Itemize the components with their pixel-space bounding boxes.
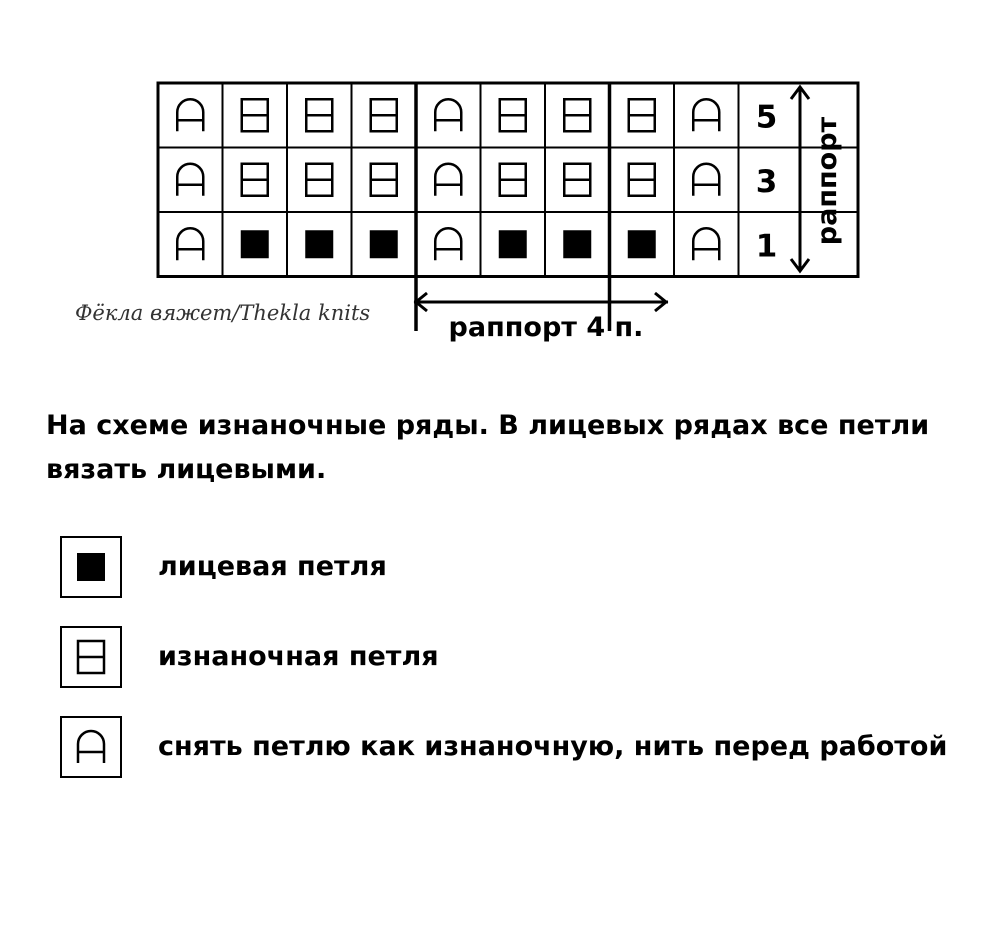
slip-stitch-cell <box>674 148 739 213</box>
repeat-vertical-label: раппорт <box>812 116 843 246</box>
knit-stitch-cell <box>223 212 288 277</box>
slip-symbol-box <box>60 716 122 778</box>
purl-stitch-cell <box>352 148 417 213</box>
repeat-horizontal-arrow <box>414 293 668 311</box>
purl-stitch-cell <box>287 83 352 148</box>
chart-note: На схеме изнаночные ряды. В лицевых рядах все петли вязать лицевыми. <box>46 410 930 485</box>
knit-stitch-cell <box>610 212 675 277</box>
knit-stitch-cell <box>545 212 610 277</box>
knit-stitch-cell <box>481 212 546 277</box>
slip-stitch-cell <box>674 83 739 148</box>
knit-stitch-cell <box>352 212 417 277</box>
purl-stitch-cell <box>610 83 675 148</box>
row-number: 5 <box>755 99 778 136</box>
slip-stitch-cell <box>158 148 223 213</box>
slip-stitch-cell <box>158 83 223 148</box>
row-numbers <box>756 99 778 264</box>
repeat-vertical-arrow <box>791 87 809 271</box>
knit-stitch-icon <box>62 538 120 596</box>
slip-stitch-icon <box>62 718 120 776</box>
legend-label-purl: изнаночная петля <box>158 641 439 672</box>
watermark: Фёкла вяжет/Thekla knits <box>75 301 371 325</box>
repeat-horizontal-label: раппорт 4 п. <box>448 312 644 343</box>
purl-stitch-cell <box>223 148 288 213</box>
purl-stitch-cell <box>223 83 288 148</box>
slip-stitch-cell <box>416 83 481 148</box>
legend-label-slip: снять петлю как изнаночную, нить перед работой <box>158 731 948 762</box>
purl-symbol-box <box>60 626 122 688</box>
knitting-chart <box>0 0 1000 380</box>
slip-stitch-cell <box>674 212 739 277</box>
knit-stitch-cell <box>287 212 352 277</box>
row-number: 3 <box>755 163 778 200</box>
purl-stitch-icon <box>62 628 120 686</box>
purl-stitch-cell <box>545 83 610 148</box>
slip-stitch-cell <box>158 212 223 277</box>
purl-stitch-cell <box>545 148 610 213</box>
purl-stitch-cell <box>352 83 417 148</box>
row-number: 1 <box>755 228 778 265</box>
legend-label-knit: лицевая петля <box>158 551 387 582</box>
slip-stitch-cell <box>416 212 481 277</box>
knit-symbol-box <box>60 536 122 598</box>
purl-stitch-cell <box>481 83 546 148</box>
chart-grid <box>158 83 858 331</box>
purl-stitch-cell <box>287 148 352 213</box>
purl-stitch-cell <box>481 148 546 213</box>
slip-stitch-cell <box>416 148 481 213</box>
purl-stitch-cell <box>610 148 675 213</box>
